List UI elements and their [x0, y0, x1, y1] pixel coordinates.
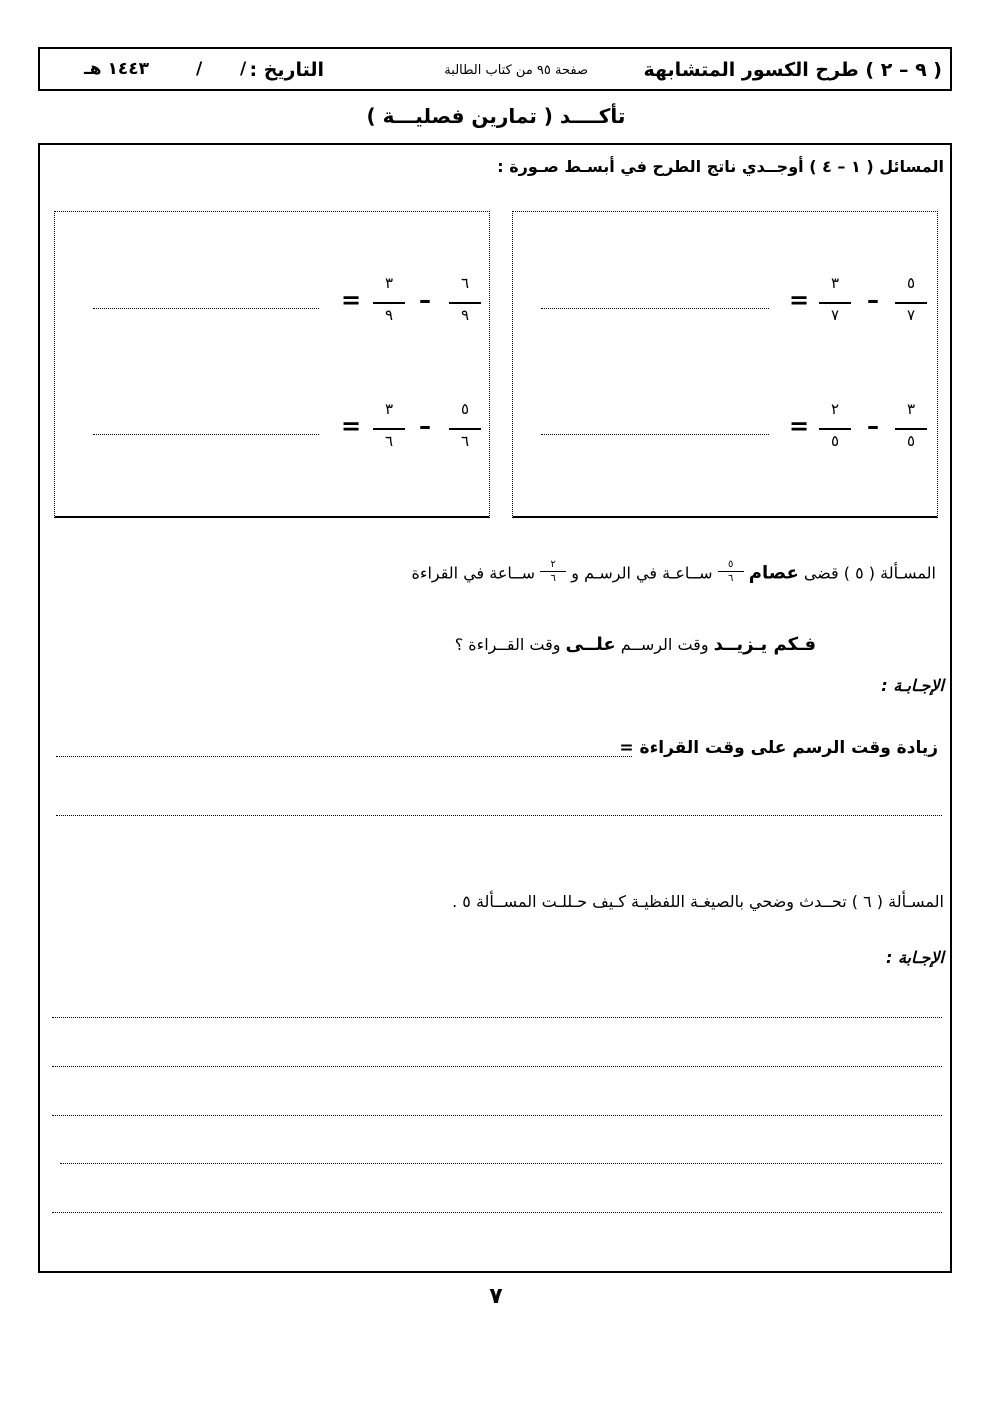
- hijri-year: ١٤٤٣ هـ: [84, 59, 150, 79]
- numerator: ٥: [460, 400, 470, 418]
- answer-line[interactable]: [52, 1115, 942, 1116]
- denominator: ٩: [460, 306, 470, 324]
- answer-line[interactable]: [52, 1017, 942, 1018]
- numerator: ٣: [830, 274, 840, 292]
- minus-sign: –: [867, 286, 879, 314]
- problem-5-question: [455, 634, 816, 655]
- fraction: [819, 400, 851, 460]
- numerator: ٥: [727, 559, 734, 570]
- date-slash: /: [196, 59, 203, 79]
- fraction-bar: [449, 428, 481, 430]
- question-bold-2: علــى: [565, 634, 616, 655]
- fraction-bar: [895, 302, 927, 304]
- fraction-drawing: [718, 559, 744, 589]
- equals-sign: =: [789, 286, 810, 314]
- denominator: ٧: [830, 306, 840, 324]
- answer-line[interactable]: [93, 308, 319, 309]
- answer-line[interactable]: [56, 756, 632, 757]
- fraction: [819, 274, 851, 334]
- answer-label: الإجـابـة :: [881, 676, 944, 695]
- numerator: ٢: [830, 400, 840, 418]
- fraction-bar: [718, 571, 744, 572]
- person-name: عصام: [748, 562, 799, 584]
- answer-line[interactable]: [541, 308, 769, 309]
- calc-label: زيادة وقت الرسم على وقت القراءة =: [619, 738, 938, 758]
- fraction: [895, 274, 927, 334]
- date-slash: /: [240, 59, 247, 79]
- answer-line[interactable]: [541, 434, 769, 435]
- numerator: ٥: [906, 274, 916, 292]
- denominator: ٦: [384, 432, 394, 450]
- answer-line[interactable]: [93, 434, 319, 435]
- denominator: ٦: [727, 573, 734, 584]
- answer-line[interactable]: [52, 1212, 942, 1213]
- equals-sign: =: [341, 286, 362, 314]
- problem-6-statement: المسـألة ( ٦ ) تحــدث وضحي بالصيغـة اللفظيـة كـيف حـللـت المســألة ٥ .: [452, 892, 944, 911]
- question-end: وقت القــراءة ؟: [454, 635, 561, 654]
- problems-1-4-instruction: المسائل ( ١ – ٤ ) أوجــدي ناتج الطرح في أبسـط صـورة :: [497, 157, 944, 176]
- minus-sign: –: [419, 286, 431, 314]
- fraction: [373, 274, 405, 334]
- problem-5-part3: ســاعة في القراءة: [411, 563, 536, 583]
- equals-sign: =: [341, 412, 362, 440]
- fraction-bar: [373, 428, 405, 430]
- numerator: ٣: [384, 274, 394, 292]
- page-number: ٧: [489, 1284, 503, 1309]
- denominator: ٥: [830, 432, 840, 450]
- fraction-bar: [540, 571, 566, 572]
- fraction-reading: [540, 559, 566, 589]
- question-bold-1: فـكم يـزيــد: [713, 634, 816, 655]
- fraction-bar: [895, 428, 927, 430]
- numerator: ٣: [906, 400, 916, 418]
- problem-5-part1: المسـألة ( ٥ ) قضى: [803, 563, 936, 583]
- denominator: ٩: [384, 306, 394, 324]
- numerator: ٣: [384, 400, 394, 418]
- denominator: ٧: [906, 306, 916, 324]
- answer-box-left: [54, 211, 490, 518]
- answer-label: الإجـابة :: [885, 948, 944, 967]
- answer-line[interactable]: [52, 1066, 942, 1067]
- page-reference: صفحة ٩٥ من كتاب الطالبة: [444, 63, 588, 78]
- problem-5-statement: [412, 559, 936, 589]
- minus-sign: –: [419, 412, 431, 440]
- answer-line[interactable]: [60, 1163, 942, 1164]
- minus-sign: –: [867, 412, 879, 440]
- lesson-title: ( ٩ – ٢ ) طرح الكسور المتشابهة: [643, 59, 942, 81]
- fraction: [449, 274, 481, 334]
- equals-sign: =: [789, 412, 810, 440]
- section-title: تأكــــد ( تمارين فصليـــة ): [366, 104, 626, 128]
- date-label: التاريخ :: [249, 59, 324, 81]
- problem-5-part2: ســاعـة في الرسـم و: [571, 563, 713, 583]
- numerator: ٢: [550, 559, 556, 570]
- fraction: [373, 400, 405, 460]
- header-bar: [38, 47, 952, 91]
- fraction-bar: [819, 428, 851, 430]
- numerator: ٦: [460, 274, 470, 292]
- fraction-bar: [373, 302, 405, 304]
- answer-line[interactable]: [56, 815, 942, 816]
- question-mid: وقت الرســم: [620, 635, 709, 654]
- denominator: ٦: [550, 573, 556, 584]
- denominator: ٦: [460, 432, 470, 450]
- fraction-bar: [819, 302, 851, 304]
- answer-box-right: [512, 211, 938, 518]
- denominator: ٥: [906, 432, 916, 450]
- fraction: [895, 400, 927, 460]
- fraction: [449, 400, 481, 460]
- fraction-bar: [449, 302, 481, 304]
